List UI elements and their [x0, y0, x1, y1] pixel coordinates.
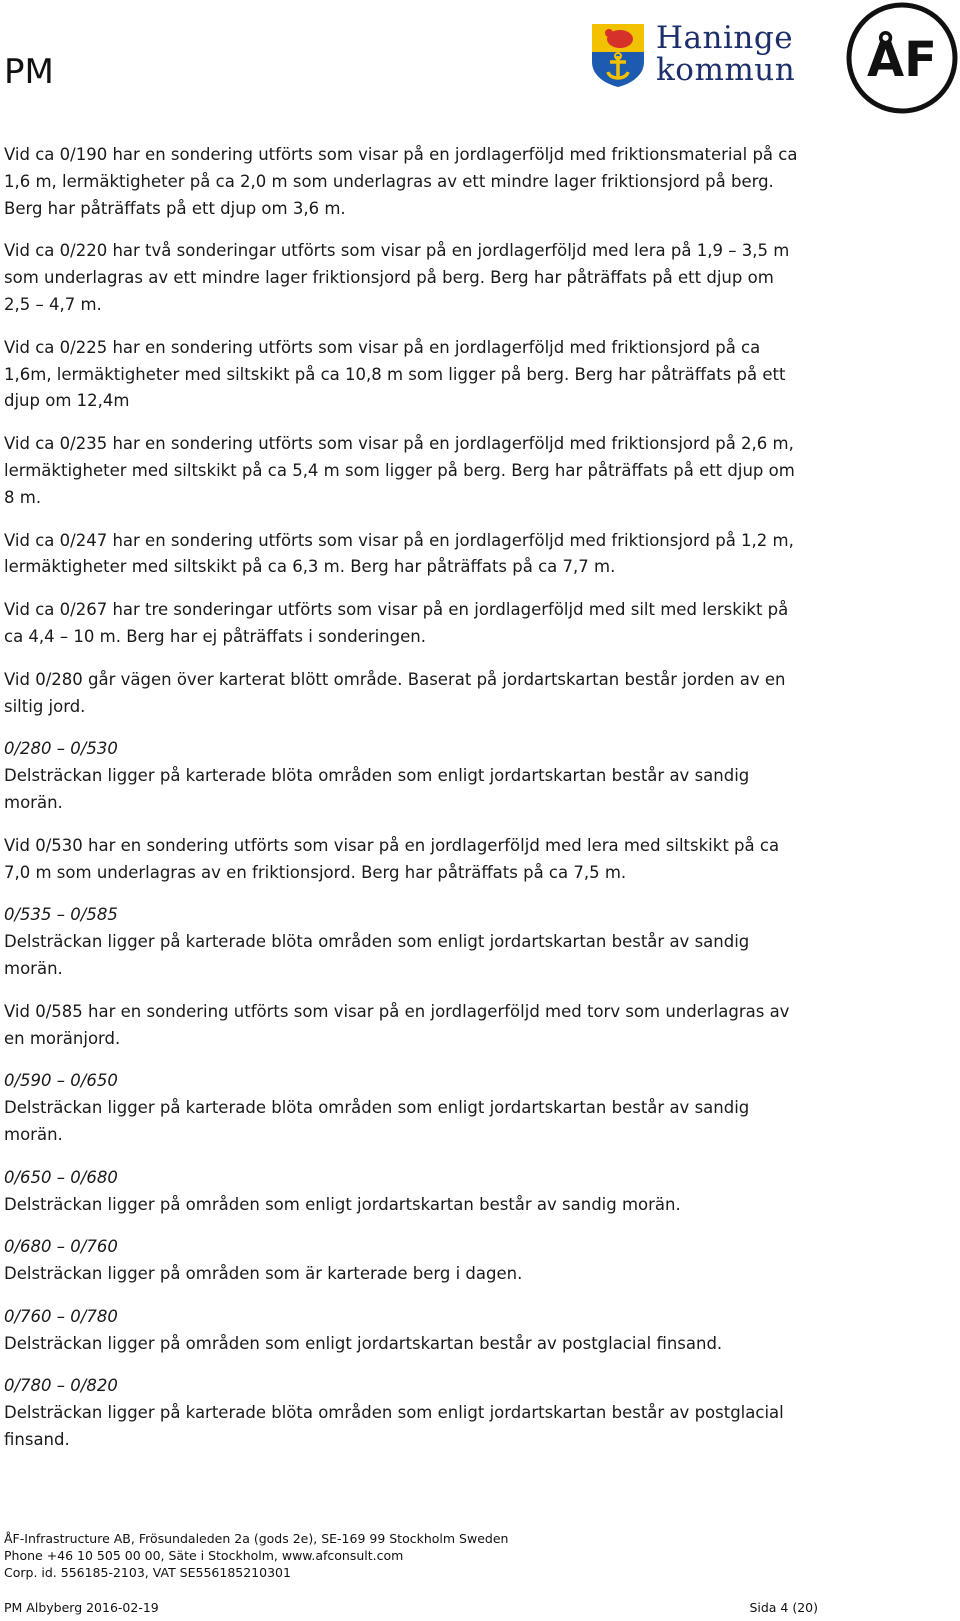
document-reference: PM Albyberg 2016-02-19 — [4, 1600, 159, 1615]
section-0280-0530 — [4, 736, 804, 816]
paragraph-0247 — [4, 528, 804, 582]
paragraph-text: Vid ca 0/190 har en sondering utförts som visar på en jordlagerföljd med friktionsmaterial på ca 1,6 m, lermäktigheter på ca 2,0 m som underlagras av ett mindre lager friktionsjord på berg. Berg har påträffats på ett djup om 3,6 m. — [4, 145, 798, 218]
paragraph-text: Vid ca 0/267 har tre sonderingar utförts som visar på en jordlagerföljd med silt med lerskikt på ca 4,4 – 10 m. Berg har ej påträffats i sonderingen. — [4, 600, 789, 646]
paragraph-0190 — [4, 142, 804, 222]
section-text: Delsträckan ligger på områden som enligt jordartskartan består av postglacial finsand. — [4, 1333, 723, 1353]
section-text: Delsträckan ligger på karterade blöta områden som enligt jordartskartan består av sandig morän. — [4, 1098, 750, 1144]
footer-address: ÅF-Infrastructure AB, Frösundaleden 2a (gods 2e), SE-169 99 Stockholm Sweden — [4, 1531, 509, 1546]
section-text: Delsträckan ligger på karterade blöta områden som enligt jordartskartan består av postglacial finsand. — [4, 1403, 784, 1450]
section-heading: 0/780 – 0/820 — [4, 1376, 118, 1396]
logo-line-haninge: Haninge — [656, 20, 794, 56]
footer-contact: Phone +46 10 505 00 00, Säte i Stockholm, www.afconsult.com — [4, 1548, 404, 1563]
company-footer — [4, 1530, 508, 1581]
logo-line-kommun: kommun — [656, 52, 796, 88]
section-0680-0760 — [4, 1234, 804, 1288]
page-number: Sida 4 (20) — [749, 1600, 818, 1615]
section-text: Delsträckan ligger på karterade blöta områden som enligt jordartskartan består av sandig morän. — [4, 766, 750, 812]
section-0590-0650 — [4, 1068, 804, 1148]
haninge-kommun-logo — [590, 22, 800, 88]
section-0650-0680 — [4, 1165, 804, 1219]
section-text: Delsträckan ligger på områden som enligt jordartskartan består av sandig morän. — [4, 1194, 681, 1214]
haninge-shield-icon — [590, 22, 646, 88]
document-body — [4, 142, 804, 1470]
paragraph-text: Vid ca 0/247 har en sondering utförts som visar på en jordlagerföljd med friktionsjord på 1,2 m, lermäktigheter med siltskikt på ca 6,3 m. Berg har påträffats på ca 7,7 m. — [4, 530, 794, 577]
footer-corp-id: Corp. id. 556185-2103, VAT SE556185210301 — [4, 1565, 291, 1580]
paragraph-text: Vid 0/585 har en sondering utförts som visar på en jordlagerföljd med torv som underlagras av en moränjord. — [4, 1001, 790, 1048]
section-0760-0780 — [4, 1304, 804, 1358]
section-text: Delsträckan ligger på karterade blöta områden som enligt jordartskartan består av sandig morän. — [4, 932, 750, 978]
paragraph-0530 — [4, 833, 804, 887]
paragraph-0235 — [4, 431, 804, 511]
section-0535-0585 — [4, 902, 804, 982]
section-heading: 0/680 – 0/760 — [4, 1237, 118, 1257]
section-heading: 0/650 – 0/680 — [4, 1167, 118, 1187]
paragraph-text: Vid 0/530 har en sondering utförts som visar på en jordlagerföljd med lera med siltskikt på ca 7,0 m som underlagras av en friktionsjord. Berg har påträffats på ca 7,5 m. — [4, 835, 780, 882]
paragraph-text: Vid ca 0/225 har en sondering utförts som visar på en jordlagerföljd med friktionsjord på ca 1,6m, lermäktigheter med siltskikt på ca 10,8 m som ligger på berg. Berg har påträffats på ett djup om 12,4m — [4, 337, 786, 411]
section-0780-0820 — [4, 1373, 804, 1453]
af-logo-letters: ÅF — [867, 32, 937, 88]
paragraph-0585 — [4, 999, 804, 1053]
section-text: Delsträckan ligger på områden som är karterade berg i dagen. — [4, 1264, 523, 1284]
paragraph-0225 — [4, 335, 804, 415]
paragraph-text: Vid 0/280 går vägen över karterat blött område. Baserat på jordartskartan består jorden av en siltig jord. — [4, 669, 786, 716]
page-title: PM — [4, 52, 54, 92]
paragraph-text: Vid ca 0/235 har en sondering utförts som visar på en jordlagerföljd med friktionsjord på 2,6 m, lermäktigheter med siltskikt på ca 5,4 m som ligger på berg. Berg har påträffats på ett djup om 8 m. — [4, 434, 795, 507]
section-heading: 0/590 – 0/650 — [4, 1071, 118, 1091]
af-logo — [846, 2, 958, 114]
paragraph-0280 — [4, 667, 804, 721]
paragraph-0220 — [4, 238, 804, 318]
section-heading: 0/280 – 0/530 — [4, 739, 118, 759]
paragraph-0267 — [4, 597, 804, 651]
paragraph-text: Vid ca 0/220 har två sonderingar utförts som visar på en jordlagerföljd med lera på 1,9 – 3,5 m som underlagras av ett mindre lager friktionsjord på berg. Berg har påträffats på ett djup om 2,5 – 4,7 m. — [4, 241, 790, 314]
af-logo-icon — [846, 2, 958, 114]
section-heading: 0/535 – 0/585 — [4, 905, 118, 925]
section-heading: 0/760 – 0/780 — [4, 1306, 118, 1326]
